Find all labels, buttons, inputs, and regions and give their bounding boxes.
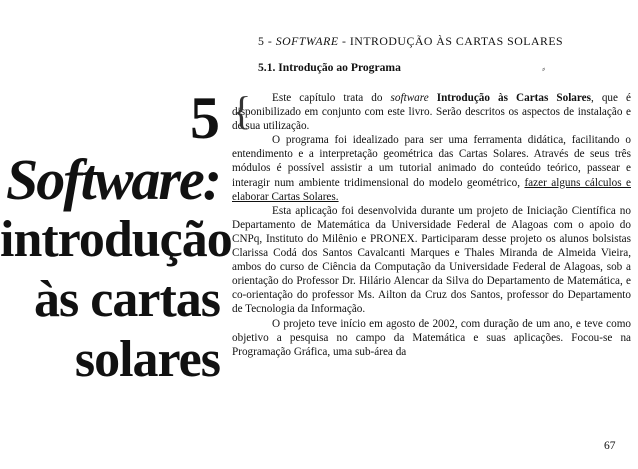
p1-text-b: software bbox=[390, 92, 429, 104]
p2-text-underlined: fazer alguns cálculos e elaborar Cartas Solares. bbox=[232, 176, 631, 203]
running-head bbox=[258, 34, 563, 49]
paragraph-2 bbox=[232, 133, 631, 203]
page-number: 67 bbox=[604, 440, 616, 452]
paragraph-3: Esta aplicação foi desenvolvida durante um projeto de Iniciação Científica no Departamento de Matemática da Universidade Federal de Alagoas com o apoio do CNPq, Instituto do Milênio e PRONEX. Participaram desse projeto os alunos bolsistas Clarissa Codá dos Santos Cavalcanti Marques e Thales Miranda de Almeida Vieira, ambos do curso de Ciência da Computação da Universidade Federal de Alagoas, sob a orientação do Professor Dr. Hilário Alencar da Silva do Departamento de Matemática, e co-orientação do professor Ms. Ailton da Cruz dos Santos, professor do Departamento de Tecnologia da Informação. bbox=[232, 204, 631, 316]
body-text bbox=[232, 88, 631, 359]
chapter-title-line-3: às cartas bbox=[34, 271, 220, 328]
paragraph-1 bbox=[232, 88, 631, 133]
p2-text-a: O programa foi idealizado para ser uma ferramenta didática, facilitando o entendimento e a interpretação geométrica das Cartas Solares. Através de seus três módulos é possível assistir a um tutorial animado do conteúdo teórico, passear e interagir num ambiente tridimensional do modelo geométrico, bbox=[232, 134, 631, 189]
p1-text-d: , que é disponibilizado em conjunto com este livro. Serão descritos os aspectos de instalação e de sua utilização. bbox=[232, 92, 631, 133]
p1-text-a: Este capítulo trata do bbox=[272, 92, 391, 104]
handwritten-brace-icon: { bbox=[232, 88, 252, 133]
running-head-prefix: 5 - bbox=[258, 34, 276, 48]
running-head-italic: SOFTWARE bbox=[275, 34, 339, 48]
chapter-number: 5 bbox=[190, 85, 220, 151]
section-title: 5.1. Introdução ao Programa bbox=[258, 61, 401, 74]
p1-text-c: Introdução às Cartas Solares bbox=[428, 92, 591, 104]
paragraph-4: O projeto teve início em agosto de 2002, com duração de um ano, e teve como objetivo a pesquisa no campo da Matemática e suas aplicações. Focou-se na Programação Gráfica, uma sub-área da bbox=[232, 317, 631, 358]
annotation-mark: ⸗ bbox=[542, 64, 546, 75]
running-head-suffix: - INTRODUÇÃO ÀS CARTAS SOLARES bbox=[338, 34, 564, 48]
chapter-title-block bbox=[0, 85, 232, 390]
chapter-title-line-2: introdução bbox=[0, 211, 232, 268]
chapter-title-line-4: solares bbox=[74, 331, 220, 388]
chapter-title-line-1: Software: bbox=[6, 147, 220, 212]
